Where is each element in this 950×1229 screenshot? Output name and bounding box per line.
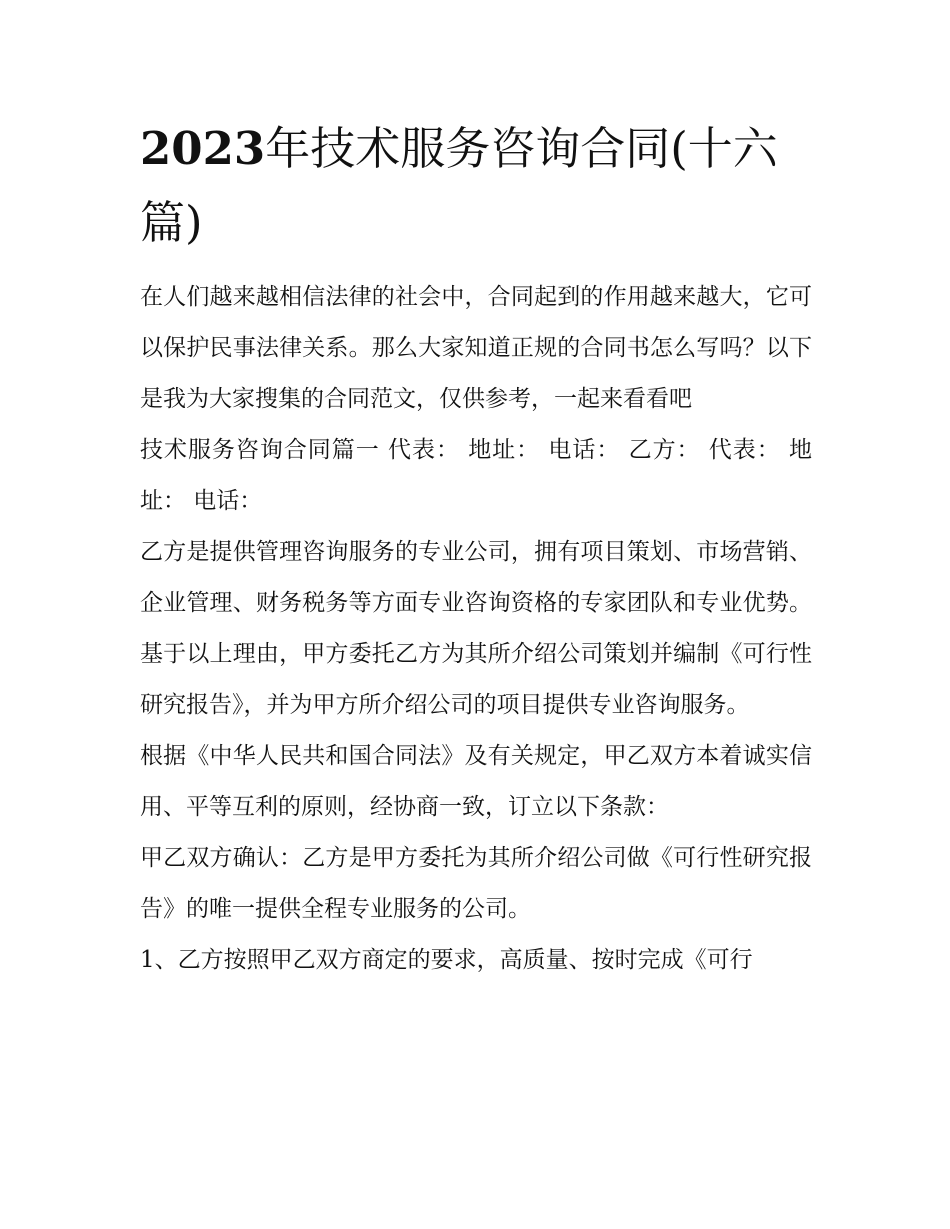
paragraph-legal-basis: 根据《中华人民共和国合同法》及有关规定，甲乙双方本着诚实信用、平等互利的原则，经协商一致，订立以下条款：	[140, 743, 812, 820]
title-year: 2023	[140, 122, 266, 175]
title-text: 年技术服务咨询合同(十六篇)	[140, 122, 778, 249]
paragraph-confirmation: 甲乙双方确认：乙方是甲方委托为其所介绍公司做《可行性研究报告》的唯一提供全程专业服务的公司。	[140, 845, 812, 922]
paragraph-clause-1: 1、乙方按照甲乙双方商定的要求，高质量、按时完成《可行	[140, 947, 753, 973]
paragraph-intro: 在人们越来越相信法律的社会中，合同起到的作用越来越大，它可以保护民事法律关系。那么大家知道正规的合同书怎么写吗？以下是我为大家搜集的合同范文，仅供参考，一起来看看吧	[140, 284, 812, 412]
document-title	[140, 112, 812, 260]
document-body	[140, 112, 812, 986]
paragraph-party-info: 技术服务咨询合同篇一 代表： 地址： 电话： 乙方： 代表： 地址： 电话：	[140, 437, 812, 514]
paragraph-party-b-description: 乙方是提供管理咨询服务的专业公司，拥有项目策划、市场营销、企业管理、财务税务等方面专业咨询资格的专家团队和专业优势。基于以上理由，甲方委托乙方为其所介绍公司策划并编制《可行性研究报告》，并为甲方所介绍公司的项目提供专业咨询服务。	[140, 539, 812, 718]
